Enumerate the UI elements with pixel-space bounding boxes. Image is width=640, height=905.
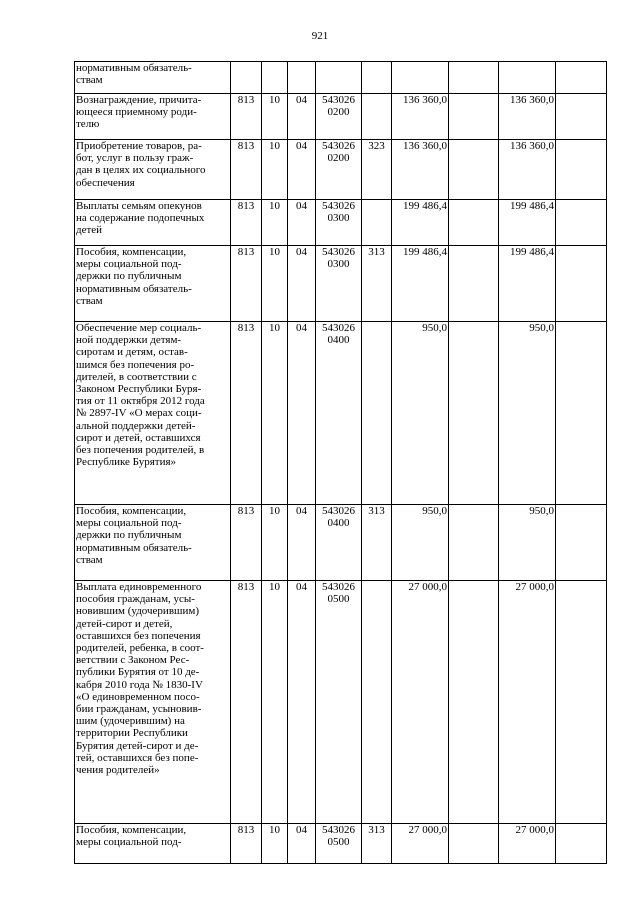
row-target-item: 543026 0300 — [316, 200, 362, 246]
row-admin-code: 813 — [231, 824, 262, 864]
row-amount-1: 199 486,4 — [392, 200, 449, 246]
table-row — [75, 62, 607, 94]
row-amount-4 — [556, 824, 607, 864]
row-amount-1 — [392, 62, 449, 94]
row-section: 10 — [262, 140, 288, 200]
row-subsection: 04 — [288, 322, 316, 505]
row-target-item: 543026 0400 — [316, 322, 362, 505]
row-section: 10 — [262, 581, 288, 824]
budget-table — [74, 61, 607, 864]
row-subsection: 04 — [288, 824, 316, 864]
row-amount-1: 950,0 — [392, 322, 449, 505]
row-section: 10 — [262, 246, 288, 322]
row-amount-4 — [556, 200, 607, 246]
row-section: 10 — [262, 505, 288, 581]
row-name: нормативным обязатель- ствам — [75, 62, 231, 94]
row-amount-2 — [449, 94, 499, 140]
row-admin-code — [231, 62, 262, 94]
row-amount-4 — [556, 62, 607, 94]
row-amount-1: 199 486,4 — [392, 246, 449, 322]
row-subsection: 04 — [288, 94, 316, 140]
row-amount-1: 136 360,0 — [392, 94, 449, 140]
row-expense-type: 313 — [362, 505, 392, 581]
row-amount-4 — [556, 322, 607, 505]
row-amount-2 — [449, 505, 499, 581]
row-subsection: 04 — [288, 505, 316, 581]
row-expense-type — [362, 94, 392, 140]
row-amount-1: 950,0 — [392, 505, 449, 581]
row-amount-2 — [449, 246, 499, 322]
row-amount-2 — [449, 140, 499, 200]
table-row — [75, 824, 607, 864]
row-expense-type: 313 — [362, 824, 392, 864]
row-name: Выплаты семьям опекунов на содержание подопечных детей — [75, 200, 231, 246]
row-name: Выплата единовременного пособия гражданам, усы- новившим (удочерившим) детей-сирот и детей, оставшихся без попечения родителей, ребенка, в соот- ветствии с Законом Рес- публики Бурятия от 10 де- кабря 2010 года № 1830-IV «О единовременном посо- бии гражданам, усыновив- шим (удочерившим) на территории Республики Бурятия детей-сирот и де- тей, оставшихся без попе- чения родителей» — [75, 581, 231, 824]
row-target-item: 543026 0500 — [316, 824, 362, 864]
row-amount-4 — [556, 505, 607, 581]
row-amount-2 — [449, 200, 499, 246]
table-row — [75, 200, 607, 246]
row-amount-3: 950,0 — [499, 505, 556, 581]
table-row — [75, 505, 607, 581]
row-expense-type — [362, 62, 392, 94]
table-row — [75, 246, 607, 322]
row-target-item: 543026 0200 — [316, 94, 362, 140]
row-amount-3: 27 000,0 — [499, 824, 556, 864]
row-amount-2 — [449, 322, 499, 505]
row-section: 10 — [262, 94, 288, 140]
row-target-item: 543026 0500 — [316, 581, 362, 824]
row-amount-1: 136 360,0 — [392, 140, 449, 200]
table-row — [75, 140, 607, 200]
row-subsection: 04 — [288, 140, 316, 200]
row-name: Вознаграждение, причита- ющееся приемному роди- телю — [75, 94, 231, 140]
row-amount-2 — [449, 581, 499, 824]
row-amount-3 — [499, 62, 556, 94]
table-row — [75, 94, 607, 140]
table-row — [75, 322, 607, 505]
row-name: Приобретение товаров, ра- бот, услуг в пользу граж- дан в целях их социального обеспечения — [75, 140, 231, 200]
row-subsection — [288, 62, 316, 94]
row-admin-code: 813 — [231, 246, 262, 322]
row-admin-code: 813 — [231, 581, 262, 824]
row-admin-code: 813 — [231, 200, 262, 246]
table-row — [75, 581, 607, 824]
row-target-item — [316, 62, 362, 94]
row-target-item: 543026 0200 — [316, 140, 362, 200]
row-section: 10 — [262, 322, 288, 505]
page-number: 921 — [311, 30, 329, 42]
row-admin-code: 813 — [231, 322, 262, 505]
row-target-item: 543026 0300 — [316, 246, 362, 322]
row-admin-code: 813 — [231, 505, 262, 581]
row-amount-4 — [556, 94, 607, 140]
row-expense-type — [362, 322, 392, 505]
row-name: Пособия, компенсации, меры социальной под- держки по публичным нормативным обязатель- ствам — [75, 505, 231, 581]
row-section: 10 — [262, 824, 288, 864]
row-amount-2 — [449, 62, 499, 94]
row-admin-code: 813 — [231, 94, 262, 140]
row-expense-type — [362, 581, 392, 824]
row-name: Пособия, компенсации, меры социальной под- — [75, 824, 231, 864]
row-amount-3: 199 486,4 — [499, 200, 556, 246]
row-amount-1: 27 000,0 — [392, 581, 449, 824]
row-amount-4 — [556, 246, 607, 322]
row-subsection: 04 — [288, 246, 316, 322]
row-amount-3: 136 360,0 — [499, 140, 556, 200]
row-amount-3: 27 000,0 — [499, 581, 556, 824]
row-amount-1: 27 000,0 — [392, 824, 449, 864]
row-amount-4 — [556, 140, 607, 200]
row-section — [262, 62, 288, 94]
row-subsection: 04 — [288, 581, 316, 824]
row-expense-type: 313 — [362, 246, 392, 322]
row-amount-2 — [449, 824, 499, 864]
row-amount-3: 136 360,0 — [499, 94, 556, 140]
row-amount-3: 199 486,4 — [499, 246, 556, 322]
row-amount-3: 950,0 — [499, 322, 556, 505]
row-target-item: 543026 0400 — [316, 505, 362, 581]
row-name: Пособия, компенсации, меры социальной под- держки по публичным нормативным обязатель- ствам — [75, 246, 231, 322]
row-expense-type — [362, 200, 392, 246]
row-admin-code: 813 — [231, 140, 262, 200]
row-amount-4 — [556, 581, 607, 824]
row-subsection: 04 — [288, 200, 316, 246]
row-section: 10 — [262, 200, 288, 246]
row-expense-type: 323 — [362, 140, 392, 200]
row-name: Обеспечение мер социаль- ной поддержки детям- сиротам и детям, остав- шимся без попечения ро- дителей, в соответствии с Законом Республики Буря- тия от 11 октября 2012 года № 2897-IV «О мерах соци- альной поддержки детей- сирот и детей, оставшихся без попечения родителей, в Республике Бурятия» — [75, 322, 231, 505]
